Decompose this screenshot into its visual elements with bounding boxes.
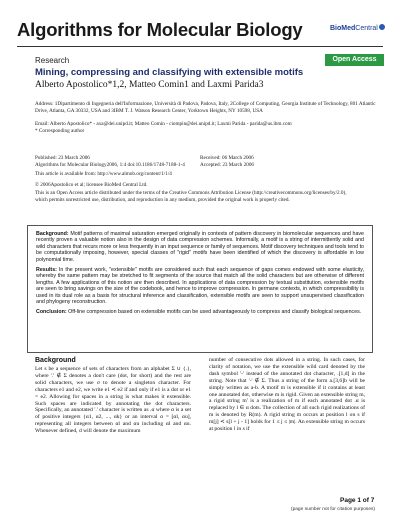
abstract-results-label: Results: bbox=[36, 267, 57, 274]
abstract-results-text: In the present work, "extensible" motifs are considered such that each sequence of gaps comes endowed with some elasticity, whereby the same pattern may be stretched to fit segments of the source that match all the solid characters but are otherwise of different lengths. A few applications of this notion are then described. In applications of data compression by textual substitution, extensible motifs are seen to bring savings on the size of the codebook, and hence to improve compression. In germane contexts, in which compressibility is used in its dual role as a basis for structural inference and classification, extensible motifs are seen to support unsupervised classification and phylogeny reconstruction. bbox=[36, 267, 364, 306]
abstract-background bbox=[36, 231, 364, 263]
license-line-2: which permits unrestricted use, distribution, and reproduction in any medium, provided the original work is properly cited. bbox=[35, 197, 290, 203]
body-column-right: number of consecutive dots allowed in a string. In such cases, for clarity of notation, we use the extensible wild card denoted by the dash symbol '-' instead of the annotated dot character, .[1,d] in the string. Note that '-' ∉ Σ. Thus a string of the form a.[3,6]b will be simply written as a-b. A motif m is extensible if it contains at least one annotated dot, otherwise m is rigid. Given an extensible string m, a rigid string m' is a realization of m if each annotated dot .α is replaced by l ∈ α dots. The collection of all such rigid realizations of m is denoted by R(m). A rigid string m occurs at position l on s if m[j] ≺ s[l + j - 1] holds for 1 ≤ j ≤ |m|. An extensible string m occurs at position l in s if bbox=[209, 357, 365, 433]
open-access-badge: Open Access bbox=[325, 54, 384, 66]
article-url[interactable]: This article is available from: http://www.almob.org/content/1/1/4 bbox=[35, 171, 172, 177]
paper-title: Mining, compressing and classifying with extensible motifs bbox=[35, 67, 304, 78]
logo-mark-icon bbox=[379, 24, 385, 30]
page-note: (page number not for citation purposes) bbox=[291, 507, 375, 512]
journal-title: Algorithms for Molecular Biology bbox=[17, 19, 303, 40]
address: Address: 1Dipartimento di Ingegneria dell'Informazione, Università di Padova, Padova, Italy, 2College of Computing, Georgia Institute of Technology, 801 Atlantic Drive, Atlanta, GA 30332, USA and 3IBM T. J. Watson Research Center, Yorktown Heights, NY 10598, USA bbox=[35, 101, 376, 114]
published-date: Published: 23 March 2006 bbox=[35, 155, 90, 161]
logo-rest: Central bbox=[355, 25, 378, 32]
accepted-date: Accepted: 23 March 2006 bbox=[200, 162, 255, 168]
corresponding-author: * Corresponding author bbox=[35, 128, 85, 134]
abstract-conclusion-label: Conclusion: bbox=[36, 309, 67, 316]
publisher-logo bbox=[330, 24, 385, 32]
page-number: Page 1 of 7 bbox=[340, 497, 375, 504]
abstract-background-label: Background: bbox=[36, 231, 69, 237]
authors: Alberto Apostolico*1,2, Matteo Comin1 and Laxmi Parida3 bbox=[35, 80, 264, 90]
abstract-results bbox=[36, 267, 364, 305]
body-column-left: Let s be a sequence of sets of characters from an alphabet Σ ∪ {.}, where '.' ∉ Σ denotes a don't care (dot, for short) and the rest are solid characters, we use σ to denote a singleton character. For characters e1 and e2, we write e1 ≺ e2 if and only if e1 is a dot or e1 = e2. Allowing for spaces in a string is what makes it extensible. Such spaces are indicated by annotating the dot characters. Specifically, an annotated '.' character is written as .α where α is a set of positive integers {α1, α2, ..., αk} or an interval α = [αl, αu], representing all integers between αl and αu including αl and αu. Whenever defined, d will denote the maximum bbox=[35, 366, 191, 435]
license-line-1: This is an Open Access article distributed under the terms of the Creative Commons Attribution License (http://creativecommons.org/licenses/by/2.0), bbox=[35, 190, 347, 196]
background-heading: Background bbox=[35, 357, 76, 364]
copyright: © 2006Apostolico et al; licensee BioMed Central Ltd. bbox=[35, 182, 148, 188]
emails: Email: Alberto Apostolico* - axa@dei.unipd.it; Matteo Comin - ciompin@dei.unipd.it; Laxmi Parida - parida@us.ibm.com bbox=[35, 121, 292, 127]
citation: Algorithms for Molecular Biology2006, 1:4 doi:10.1186/1748-7188-1-4 bbox=[35, 162, 185, 168]
received-date: Received: 06 March 2006 bbox=[200, 155, 254, 161]
header-rule bbox=[17, 46, 383, 47]
section-label: Research bbox=[35, 56, 70, 65]
abstract-conclusion-text: Off-line compression based on extensible motifs can be used advantageously to compress and classify biological sequences. bbox=[68, 309, 362, 316]
abstract-background-text: Motif patterns of maximal saturation emerged originally in contexts of pattern discovery in biomolecular sequences and have recently proven a valuable notion also in the design of data compression schemes. Informally, a motif is a string of intermittently solid and wild characters that recurs more or less frequently in an input sequence or family of sequences. Motif discovery techniques and tools tend to be computationally imposing, however, special classes of "rigid" motifs have been identified of which the discovery is affordable in low polynomial time. bbox=[36, 231, 364, 263]
abstract-box bbox=[27, 225, 373, 353]
abstract-conclusion bbox=[36, 309, 364, 315]
logo-bold: BioMed bbox=[330, 25, 356, 32]
